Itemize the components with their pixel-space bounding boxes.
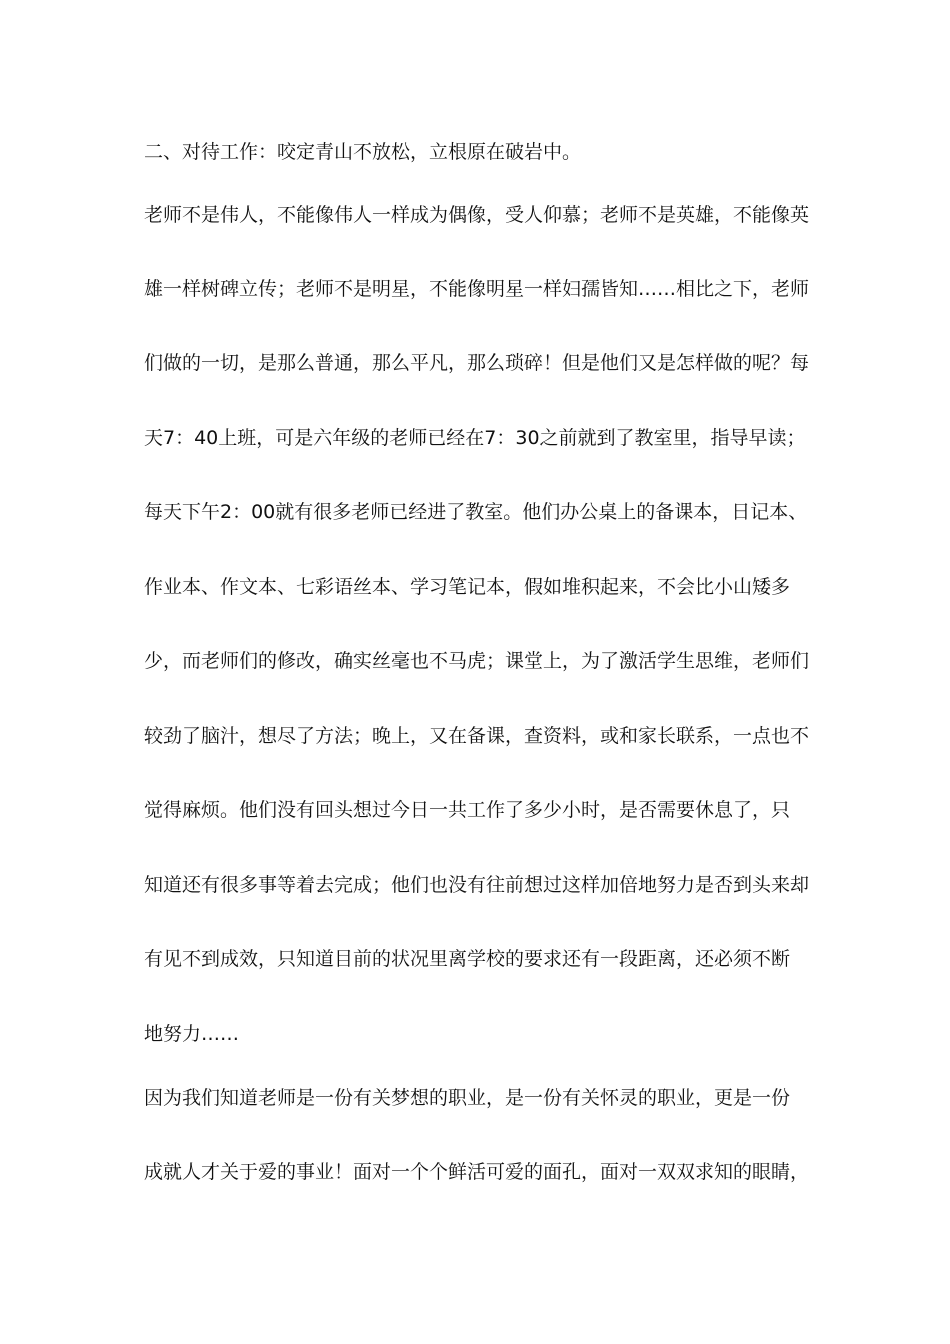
paragraph-line: 老师不是伟人，不能像伟人一样成为偶像，受人仰慕；老师不是英雄，不能像英 bbox=[144, 204, 810, 226]
paragraph-line: 雄一样树碑立传；老师不是明星，不能像明星一样妇孺皆知……相比之下，老师 bbox=[144, 278, 810, 300]
paragraph-line: 每天下午2：00就有很多老师已经进了教室。他们办公桌上的备课本，日记本、 bbox=[144, 501, 808, 523]
section-heading: 二、对待工作：咬定青山不放松，立根原在破岩中。 bbox=[144, 141, 582, 163]
paragraph-line: 地努力…… bbox=[144, 1023, 240, 1045]
paragraph-line: 少，而老师们的修改，确实丝毫也不马虎；课堂上，为了激活学生思维，老师们 bbox=[144, 650, 810, 672]
paragraph-line: 天7：40上班，可是六年级的老师已经在7：30之前就到了教室里，指导早读； bbox=[144, 427, 806, 449]
paragraph-line: 作业本、作文本、七彩语丝本、学习笔记本，假如堆积起来，不会比小山矮多 bbox=[144, 576, 791, 598]
paragraph-line: 有见不到成效，只知道目前的状况里离学校的要求还有一段距离，还必须不断 bbox=[144, 948, 791, 970]
paragraph-line: 知道还有很多事等着去完成；他们也没有往前想过这样加倍地努力是否到头来却 bbox=[144, 874, 810, 896]
paragraph-line: 因为我们知道老师是一份有关梦想的职业，是一份有关怀灵的职业，更是一份 bbox=[144, 1087, 791, 1109]
paragraph-line: 较劲了脑汁，想尽了方法；晚上，又在备课，查资料，或和家长联系，一点也不 bbox=[144, 725, 810, 747]
paragraph-line: 觉得麻烦。他们没有回头想过今日一共工作了多少小时，是否需要休息了，只 bbox=[144, 799, 791, 821]
paragraph-line: 成就人才关于爱的事业！面对一个个鲜活可爱的面孔，面对一双双求知的眼睛， bbox=[144, 1161, 810, 1183]
paragraph-line: 们做的一切，是那么普通，那么平凡，那么琐碎！但是他们又是怎样做的呢？每 bbox=[144, 352, 810, 374]
